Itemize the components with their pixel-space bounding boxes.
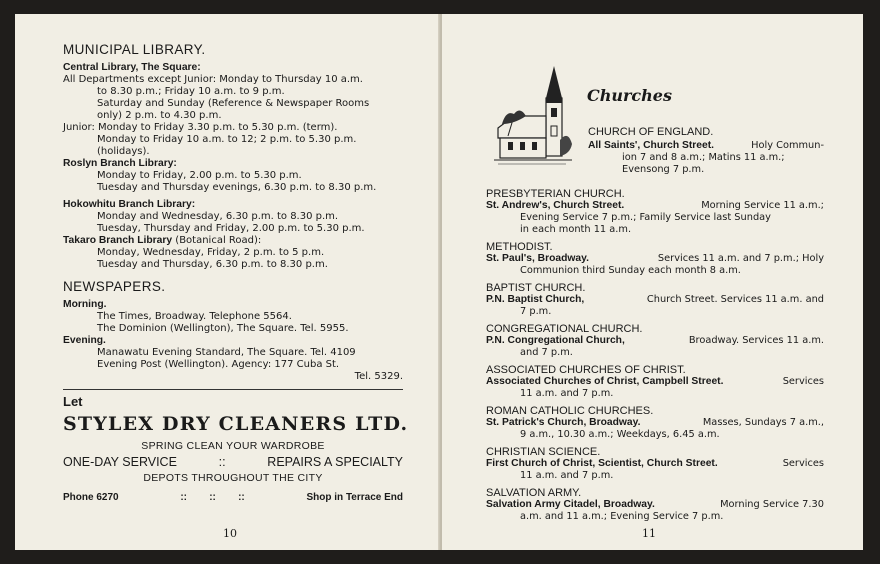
church-first-line (486, 253, 824, 265)
ad-service-left: ONE-DAY SERVICE (63, 455, 177, 469)
church-first-line (486, 499, 824, 511)
church-first-line (486, 200, 824, 212)
church-heading: PRESBYTERIAN CHURCH. (486, 188, 625, 200)
hokowhitu-line: Monday and Wednesday, 6.30 p.m. to 8.30 p.m. (97, 211, 339, 222)
church-service: Services (782, 458, 824, 469)
takaro-line: Monday, Wednesday, Friday, 2 p.m. to 5 p.m. (97, 247, 325, 258)
roslyn-library-heading: Roslyn Branch Library: (63, 158, 177, 169)
church-service: 11 a.m. and 7 p.m. (520, 470, 614, 481)
ad-let: Let (63, 394, 83, 409)
morning-label: Morning. (63, 299, 107, 310)
church-heading: CHRISTIAN SCIENCE. (486, 446, 601, 458)
left-page-content (63, 42, 409, 506)
church-first-line (588, 140, 824, 152)
central-line: to 8.30 p.m.; Friday 10 a.m. to 9 p.m. (97, 86, 285, 97)
church-heading: BAPTIST CHURCH. (486, 282, 586, 294)
central-line: only) 2 p.m. to 4.30 p.m. (97, 110, 222, 121)
church-service: ion 7 and 8 a.m.; Matins 11 a.m.; (622, 152, 785, 163)
takaro-library-heading: Takaro Branch Library (63, 235, 173, 246)
salvation-army-block (486, 487, 824, 523)
church-name: St. Paul's, Broadway. (486, 253, 589, 264)
ad-tagline: SPRING CLEAN YOUR WARDROBE (141, 440, 325, 452)
church-heading: ASSOCIATED CHURCHES OF CHRIST. (486, 364, 686, 376)
church-illustration-icon (494, 66, 574, 170)
church-service: Church Street. Services 11 a.m. and (646, 294, 824, 305)
church-service: Communion third Sunday each month 8 a.m. (520, 265, 741, 276)
church-service: Morning Service 7.30 (720, 499, 824, 510)
church-service: in each month 11 a.m. (520, 224, 632, 235)
page-number-left: 10 (223, 527, 237, 540)
hokowhitu-library-heading: Hokowhitu Branch Library: (63, 199, 196, 210)
baptist-block (486, 282, 824, 318)
takaro-heading-line (63, 235, 403, 247)
divider (63, 389, 403, 390)
ad-company-name: STYLEX DRY CLEANERS LTD. (63, 413, 409, 435)
spacer (63, 271, 403, 279)
church-first-line (486, 376, 824, 388)
church-heading: ROMAN CATHOLIC CHURCHES. (486, 405, 654, 417)
central-line: Monday to Friday 10 a.m. to 12; 2 p.m. to 5.30 p.m. (97, 134, 357, 145)
central-library-heading: Central Library, The Square: (63, 62, 201, 73)
church-heading: METHODIST. (486, 241, 553, 253)
hokowhitu-line: Tuesday, Thursday and Friday, 2.00 p.m. to 5.30 p.m. (97, 223, 365, 234)
church-service: 11 a.m. and 7 p.m. (520, 388, 614, 399)
ad-service-row (63, 453, 403, 471)
churches-of-christ-block (486, 364, 824, 400)
church-service: 7 p.m. (520, 306, 552, 317)
church-heading: SALVATION ARMY. (486, 487, 582, 499)
church-service: Services 11 a.m. and 7 p.m.; Holy (657, 253, 824, 264)
library-title: MUNICIPAL LIBRARY. (63, 42, 206, 57)
church-name: Associated Churches of Christ, Campbell Street. (486, 376, 724, 387)
methodist-block (486, 241, 824, 277)
church-service: a.m. and 11 a.m.; Evening Service 7 p.m. (520, 511, 724, 522)
ad-service-separator: :: (218, 455, 226, 469)
church-name: P.N. Congregational Church, (486, 335, 625, 346)
church-name: P.N. Baptist Church, (486, 294, 585, 305)
evening-tel: Tel. 5329. (354, 371, 403, 382)
central-line: Junior: Monday to Friday 3.30 p.m. to 5.30 p.m. (term). (63, 122, 338, 133)
ad-service-right: REPAIRS A SPECIALTY (267, 455, 403, 469)
church-name: All Saints', Church Street. (588, 140, 715, 151)
left-page (15, 14, 440, 550)
church-name: Salvation Army Citadel, Broadway. (486, 499, 655, 510)
church-first-line (486, 417, 824, 429)
roslyn-line: Tuesday and Thursday evenings, 6.30 p.m. to 8.30 p.m. (97, 182, 377, 193)
ad-depots: DEPOTS THROUGHOUT THE CITY (143, 472, 323, 484)
churches-title: Churches (587, 86, 672, 105)
central-line: (holidays). (97, 146, 150, 157)
ad-phone: Phone 6270 (63, 492, 119, 503)
church-service: 9 a.m., 10.30 a.m.; Weekdays, 6.45 a.m. (520, 429, 720, 440)
church-service: Evening Service 7 p.m.; Family Service last Sunday (520, 212, 771, 223)
evening-label: Evening. (63, 335, 106, 346)
newspapers-title: NEWSPAPERS. (63, 279, 166, 294)
church-name: First Church of Christ, Scientist, Church Street. (486, 458, 718, 469)
church-heading: CONGREGATIONAL CHURCH. (486, 323, 643, 335)
church-service: Masses, Sundays 7 a.m., (702, 417, 824, 428)
church-first-line (486, 458, 824, 470)
central-line: All Departments except Junior: Monday to Thursday 10 a.m. (63, 74, 363, 85)
ad-footer (63, 490, 403, 506)
takaro-line: Tuesday and Thursday, 6.30 p.m. to 8.30 p.m. (97, 259, 328, 270)
roslyn-line: Monday to Friday, 2.00 p.m. to 5.30 p.m. (97, 170, 302, 181)
ad-shop: Shop in Terrace End (306, 492, 403, 503)
church-name: St. Andrew's, Church Street. (486, 200, 625, 211)
evening-paper: Evening Post (Wellington). Agency: 177 Cuba St. (97, 359, 340, 370)
church-service: Holy Commun- (751, 140, 824, 151)
takaro-heading-suffix: (Botanical Road): (172, 235, 262, 246)
church-of-england-block (588, 126, 824, 176)
central-line: Saturday and Sunday (Reference & Newspaper Rooms (97, 98, 370, 109)
morning-paper: The Dominion (Wellington), The Square. Tel. 5955. (97, 323, 349, 334)
church-service: Broadway. Services 11 a.m. (688, 335, 824, 346)
christian-science-block (486, 446, 824, 482)
church-service: Services (782, 376, 824, 387)
church-service: Evensong 7 p.m. (622, 164, 705, 175)
right-page (442, 14, 863, 550)
church-name: St. Patrick's Church, Broadway. (486, 417, 641, 428)
ad-dots: :: :: :: (180, 492, 245, 503)
church-first-line (486, 335, 824, 347)
morning-paper: The Times, Broadway. Telephone 5564. (97, 311, 292, 322)
presbyterian-block (486, 188, 824, 236)
church-heading: CHURCH OF ENGLAND. (588, 126, 714, 138)
churches-list (486, 188, 824, 523)
church-service: and 7 p.m. (520, 347, 573, 358)
evening-paper: Manawatu Evening Standard, The Square. Tel. 4109 (97, 347, 356, 358)
page-number-right: 11 (642, 527, 656, 540)
church-first-line (486, 294, 824, 306)
congregational-block (486, 323, 824, 359)
church-service: Morning Service 11 a.m.; (701, 200, 824, 211)
catholic-block (486, 405, 824, 441)
